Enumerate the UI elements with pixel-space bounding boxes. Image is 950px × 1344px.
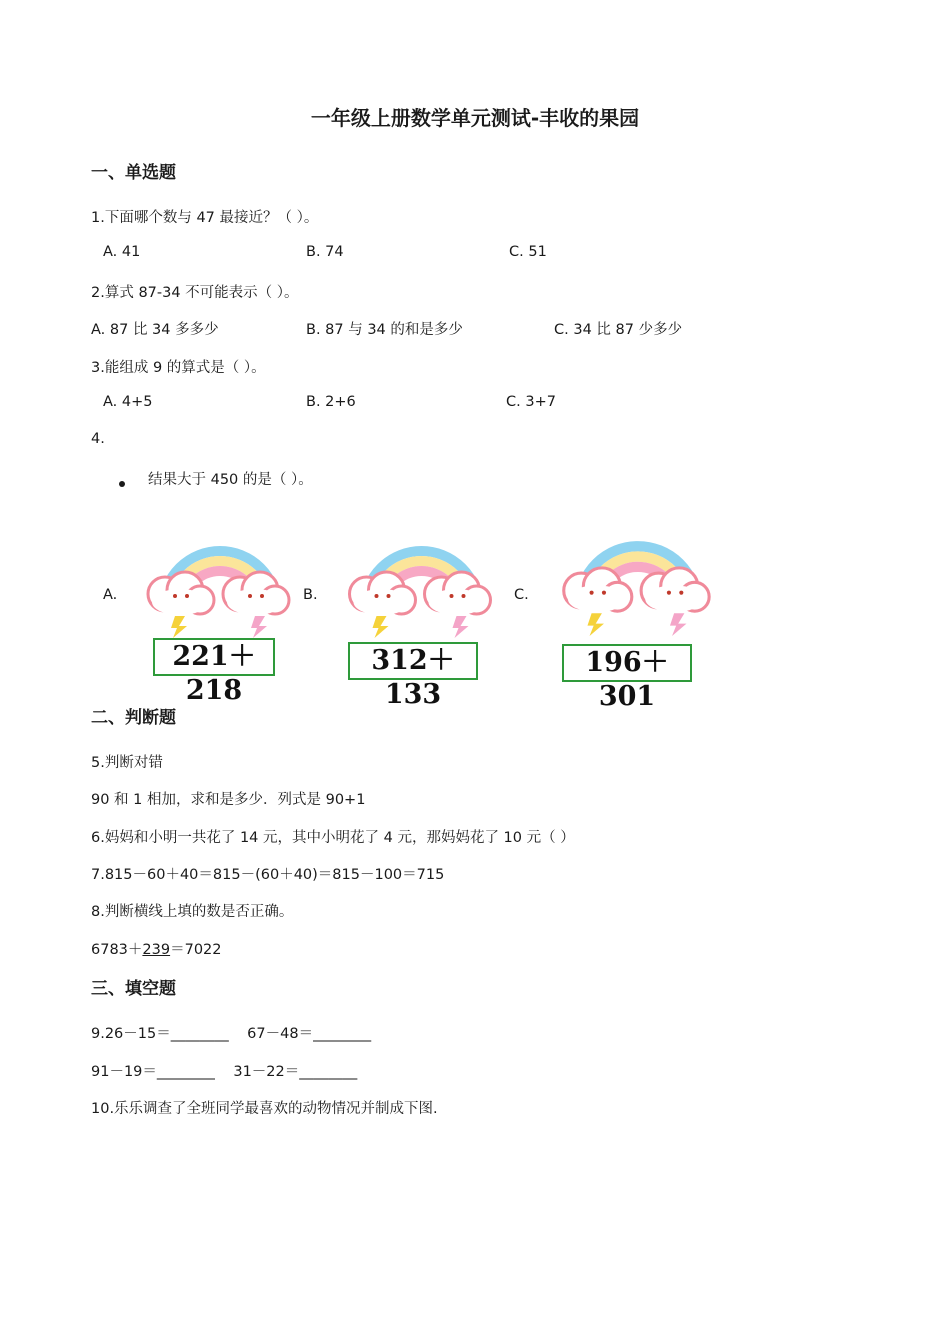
q2-option-c: C. 34 比 87 少多少 <box>554 322 683 338</box>
rainbow-cloud-icon <box>548 506 728 638</box>
q4-option-b-image <box>334 512 509 710</box>
q4-option-c-equation: 196＋301 <box>562 644 692 682</box>
q4-option-c-label: C. <box>514 587 529 603</box>
q2-option-b: B. 87 与 34 的和是多少 <box>306 322 463 338</box>
q1-option-b: B. 74 <box>306 244 344 260</box>
q8-pre: 6783＋ <box>91 942 143 958</box>
question-10: 10.乐乐调查了全班同学最喜欢的动物情况并制成下图. <box>91 1101 438 1117</box>
q3-option-a: A. 4+5 <box>103 394 153 410</box>
question-6: 6.妈妈和小明一共花了 14 元，其中小明花了 4 元，那妈妈花了 10 元（ ） <box>91 830 575 846</box>
q4-option-b-label: B. <box>303 587 318 603</box>
question-5: 5.判断对错 <box>91 755 163 771</box>
question-8-statement <box>91 938 222 959</box>
question-1: 1.下面哪个数与 47 最接近？（ ）。 <box>91 210 319 226</box>
section-heading-single-choice: 一、单选题 <box>91 163 176 183</box>
q4-option-a-label: A. <box>103 587 118 603</box>
q4-option-a-image <box>135 512 305 706</box>
question-4: 结果大于 450 的是（ ）。 <box>148 472 313 488</box>
q4-option-c-image <box>548 506 728 712</box>
section-heading-true-false: 二、判断题 <box>91 708 176 728</box>
page-title: 一年级上册数学单元测试-丰收的果园 <box>310 106 640 130</box>
question-7: 7.815－60＋40＝815－(60＋40)＝815－100＝715 <box>91 867 445 883</box>
q4-option-a-equation: 221＋218 <box>153 638 275 676</box>
question-5-statement: 90 和 1 相加，求和是多少．列式是 90+1 <box>91 792 366 808</box>
question-9-line-2: 91－19＝________ 31－22＝________ <box>91 1064 358 1080</box>
rainbow-cloud-icon <box>334 512 509 640</box>
q1-option-a: A. 41 <box>103 244 141 260</box>
question-9-line-1: 9.26－15＝________ 67－48＝________ <box>91 1026 372 1042</box>
q3-option-c: C. 3+7 <box>506 394 556 410</box>
q1-option-c: C. 51 <box>509 244 547 260</box>
rainbow-cloud-icon <box>135 512 305 640</box>
section-heading-fill-blank: 三、填空题 <box>91 979 176 999</box>
q8-underlined-number: 239 <box>142 942 171 958</box>
bullet-icon <box>119 481 125 487</box>
q3-option-b: B. 2+6 <box>306 394 356 410</box>
question-4-number: 4. <box>91 431 105 447</box>
question-3: 3.能组成 9 的算式是（ ）。 <box>91 360 266 376</box>
q4-option-b-equation: 312＋133 <box>348 642 478 680</box>
question-8: 8.判断横线上填的数是否正确。 <box>91 904 294 920</box>
q8-post: ＝7022 <box>170 942 222 958</box>
question-2: 2.算式 87-34 不可能表示（ ）。 <box>91 285 299 301</box>
q2-option-a: A. 87 比 34 多多少 <box>91 322 219 338</box>
